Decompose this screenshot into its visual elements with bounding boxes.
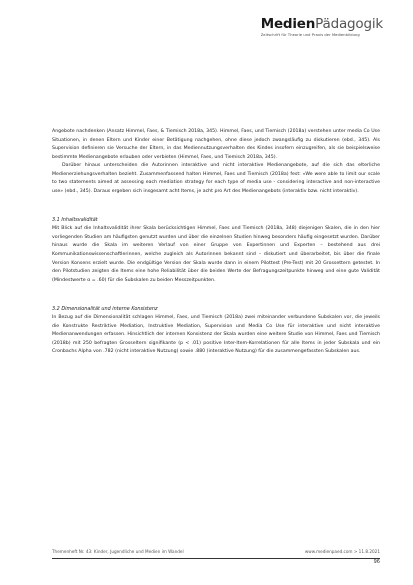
paragraph-2: Darüber hinaus unterscheiden die Autorinnen interaktive und nicht interaktive Medienangebote, auf die sich das elterliche Medienerziehungsverhalten bezieht. Zusammenfassend halten Himmel, Faes und Tiemisch (2018a) fest: «We were able to limit our scale to two statements aimed at assessing each mediation strategy for each type of media use - considering interactive and non-interactive use» (ebd., 345). Daraus ergeben sich insgesamt acht Items, je acht pro Art des Medienangebots (interaktiv bzw. nicht interaktiv).	[52, 163, 380, 194]
page-number: 96	[373, 559, 380, 565]
logo-subtitle: Zeitschrift für Theorie und Praxis der Medienbildung	[260, 33, 360, 37]
logo-title	[261, 16, 383, 32]
footer-left: Themenheft Nr. 43: Kinder, Jugendliche und Medien im Wandel	[52, 549, 184, 554]
section-3-1-title: 3.1 Inhaltsvalidität	[52, 217, 98, 224]
section-3-2-title: 3.2 Dimensionalität und interne Konsistenz	[52, 306, 158, 313]
logo-bold: Medien	[260, 16, 316, 32]
section-3-2-text: In Bezug auf die Dimensionalität schlagen Himmel, Faes, und Tiemisch (2018a) zwei miteinander verbundene Subskalen vor, die jeweils die Konstrukte Restriktive Mediation, Instruktive Mediation, Supervision und Media Co Use für interaktive und nicht interaktive Medienanwendungen erfassen. Hinsichtlich der internen Konsistenz der Skala wurden eine weitere Studie von Himmel, Faes und Tiemisch (2018b) mit 250 befragten Grosseltern signifikante (p < .01) positive Inter-Item-Korrelationen für alle Items in jeder Subskala und ein Cronbachs Alpha von .782 (nicht interaktive Nutzung) sowie .880 (interaktive Nutzung) für die zusammengefassten Subskalen aus.	[52, 315, 380, 355]
logo-light: Pädagogik	[315, 16, 383, 32]
body-text	[52, 128, 380, 357]
footer-rule	[52, 558, 380, 559]
header-logo	[261, 16, 383, 37]
page-footer	[52, 549, 380, 559]
section-3-1-text: Mit Blick auf die Inhaltsvalidität ihrer Skala berücksichtigen Himmel, Faes und Tiemisch (2018a, 348) diejenigen Skalen, die in den hier vorliegenden Studien am häufigsten genutzt wurden und über die einzelnen Studien hinweg besonders häufig eingesetzt wurden. Darüber hinaus wurde die Skala im weiteren Verlauf von einer Gruppe von Expertinnen und Experten – bestehend aus drei Kommunikationswissenschaftlerinnen, welche zugleich als Autorinnen bekannt sind – diskutiert und überarbeitet, bis über die finale Version Konsens erzielt wurde. Die endgültige Version der Skala wurde dann in einem Pilottest (Pre-Test) mit 20 Grossettern getestet. In den Pilotstudien zeigten die Items eine hohe Reliabilität über die beiden Werte der Befragungszeitpunkte hinweg und eine gute Validität (Mindestwerte α = .60) für die Subskalen zu beiden Messzeitpunkten.	[52, 226, 380, 283]
footer-right: www.medienpaed.com > 11.8.2021	[304, 549, 380, 554]
paragraph-1: Angebote nachdenken (Ansatz Himmel, Faes, & Tiemisch 2018a, 345). Himmel, Faes, und Tiemisch (2018a) verstehen unter media Co Use Situationen, in denen Eltern und Kinder einer Betätigung nachgehen, ohne diese jedoch zwangsläufig zu diskutieren (ebd., 345). Als Supervision definieren sie Versuche der Eltern, in das Mediennutzungsverhalten des Kindes insofern einzugreifen, als sie beispielsweise bestimmte Medienangebote erlauben oder verbieten (Himmel, Faes, und Tiemisch 2018a, 345).	[52, 129, 380, 160]
